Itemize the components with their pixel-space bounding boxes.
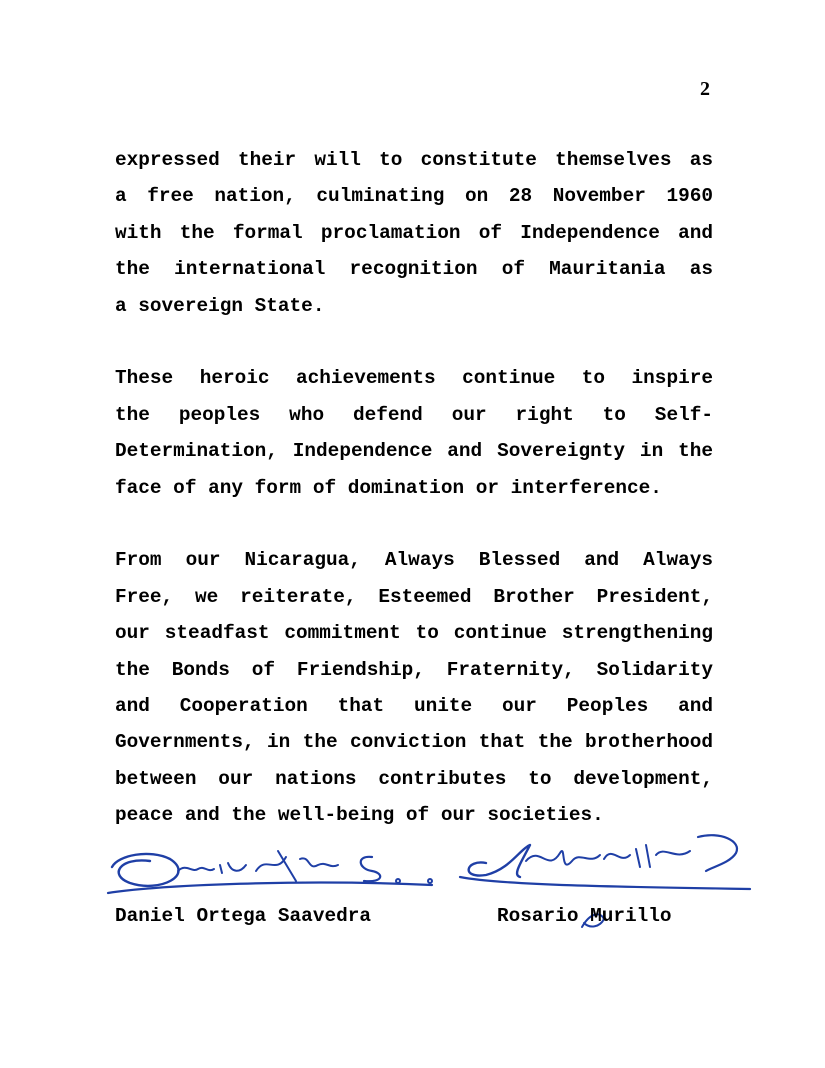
paragraph-1 bbox=[115, 142, 713, 324]
text-line: From our Nicaragua, Always Blessed and Always bbox=[115, 549, 713, 572]
handwritten-signatures bbox=[0, 815, 825, 955]
text-line: the Bonds of Friendship, Fraternity, Solidarity bbox=[115, 658, 713, 681]
paragraph-3 bbox=[115, 542, 713, 833]
signature-block bbox=[0, 815, 825, 955]
text-line: and Cooperation that unite our Peoples and bbox=[115, 695, 713, 718]
text-line: the peoples who defend our right to Self- bbox=[115, 403, 713, 426]
text-line: Determination, Independence and Sovereignty in the bbox=[115, 440, 713, 463]
text-line: Free, we reiterate, Esteemed Brother President, bbox=[115, 585, 713, 608]
text-line: expressed their will to constitute themselves as bbox=[115, 149, 713, 171]
text-line: the international recognition of Mauritania as bbox=[115, 258, 713, 281]
signatory-name-left: Daniel Ortega Saavedra bbox=[115, 905, 371, 927]
text-line: between our nations contributes to development, bbox=[115, 767, 713, 790]
text-line: These heroic achievements continue to inspire bbox=[115, 367, 713, 390]
paragraph-2 bbox=[115, 360, 713, 506]
text-line: with the formal proclamation of Independence and bbox=[115, 221, 713, 244]
signatory-name-right: Rosario Murillo bbox=[497, 905, 672, 927]
page-number: 2 bbox=[700, 78, 710, 100]
text-line: our steadfast commitment to continue strengthening bbox=[115, 622, 713, 645]
text-line: Governments, in the conviction that the brotherhood bbox=[115, 731, 713, 754]
signature-left bbox=[108, 851, 432, 893]
letter-body bbox=[115, 142, 713, 870]
text-line: face of any form of domination or interference. bbox=[115, 476, 662, 499]
text-line: a free nation, culminating on 28 November 1960 bbox=[115, 185, 713, 208]
text-line: a sovereign State. bbox=[115, 294, 325, 317]
text-line: peace and the well-being of our societies. bbox=[115, 804, 604, 827]
